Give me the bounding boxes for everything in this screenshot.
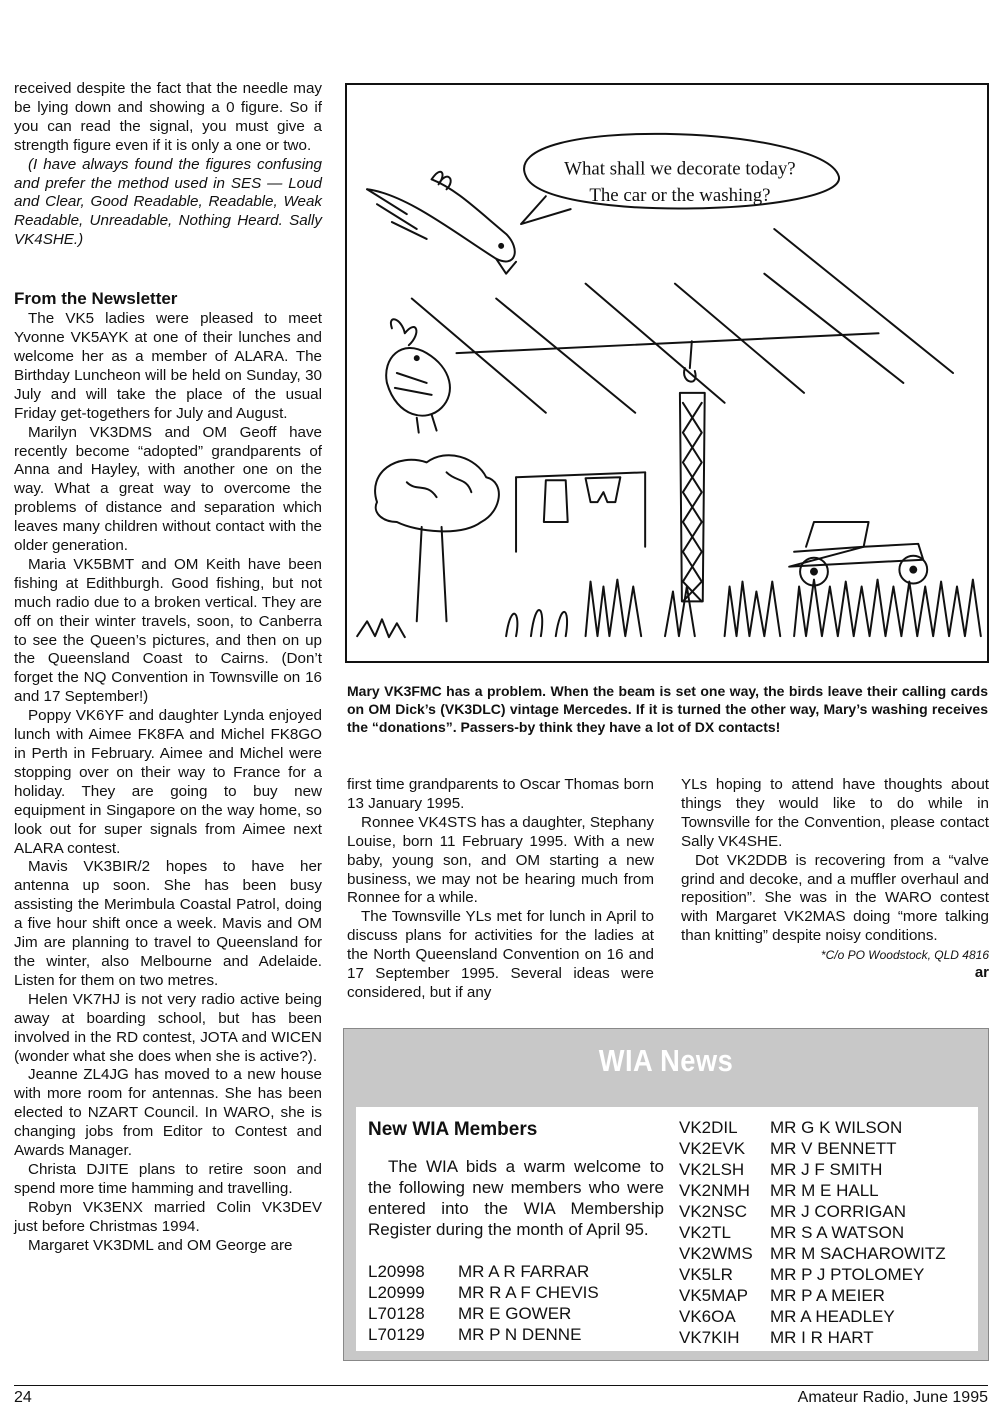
member-name: MR S A WATSON [770, 1223, 905, 1242]
newsletter-paragraph: Ronnee VK4STS has a daughter, Stephany Louise, born 11 February 1995. With a new baby, young son, and OM starting a new business, we may not be hearing much from Ronnee for a while. [347, 813, 654, 907]
newsletter-paragraph: Margaret VK3DML and OM George are [28, 1236, 293, 1254]
middle-column [347, 776, 654, 1003]
newsletter-paragraph: Robyn VK3ENX married Colin VK3DEV just before Christmas 1994. [14, 1198, 322, 1235]
member-call: VK2NSC [679, 1202, 748, 1221]
member-row [679, 1222, 974, 1243]
newsletter-paragraph: The Townsville YLs met for lunch in April to discuss plans for activities for the ladies at the North Queensland Convention on 16 and 17 September 1995. Several ideas were considered, but if any [347, 908, 654, 1001]
newsletter-paragraph: Mavis VK3BIR/2 hopes to have her antenna up soon. She has been busy assisting the Merimbula Coastal Patrol, doing a five hour shift once a week. Mavis and OM Jim are planning to travel to Queensland for the winter, also Melbourne and Adelaide. Listen for them on two metres. [14, 858, 322, 989]
members-list-right [679, 1117, 974, 1348]
member-name: MR P A MEIER [770, 1286, 885, 1305]
clothesline-icon [516, 472, 645, 551]
member-row [368, 1324, 668, 1345]
cartoon-illustration [345, 83, 989, 663]
speech-line-2: The car or the washing? [589, 185, 771, 207]
member-call: VK7KIH [679, 1328, 740, 1347]
end-mark: ar [974, 964, 989, 982]
member-name: MR R A F CHEVIS [458, 1283, 599, 1302]
member-call: VK2DIL [679, 1118, 738, 1137]
member-call: L20998 [368, 1262, 425, 1281]
speech-line-1: What shall we decorate today? [564, 158, 796, 180]
continued-paragraph: first time grandparents to Oscar Thomas born 13 January 1995. [347, 776, 654, 812]
intro-paragraph: received despite the fact that the needle may be lying down and showing a 0 figure. So if you can read the signal, you must give a strength figure even if it is only a one or two. [14, 80, 322, 154]
member-name: MR P J PTOLOMEY [770, 1265, 925, 1284]
footer-divider [14, 1385, 988, 1386]
right-column [681, 776, 989, 982]
newsletter-paragraph: Christa DJITE plans to retire soon and spend more time hamming and travelling. [14, 1160, 322, 1197]
vintage-car-icon [789, 522, 927, 586]
member-row [679, 1264, 974, 1285]
beam-antenna-icon [456, 333, 878, 601]
speech-bubble [521, 134, 839, 224]
member-call: VK2WMS [679, 1244, 753, 1263]
member-row [679, 1201, 974, 1222]
newsletter-paragraph: Dot VK2DDB is recovering from a “valve grind and decoke, and a muffler overhaul and reposition”. She was in the WARO contest with Margaret VK2MAS doing “more talking than knitting” despite noisy conditions. [681, 851, 989, 945]
continued-paragraph: YLs hoping to attend have thoughts about things they would like to do while in Townsville for the Convention, please contact Sally VK4SHE. [681, 776, 989, 850]
newsletter-paragraph: Jeanne ZL4JG has moved to a new house with more room for antennas. She has been elected to NZART Council. In WARO, she is changing jobs from Editor to Contest and Awards Manager. [14, 1066, 322, 1160]
member-row [679, 1180, 974, 1201]
wia-news-title: WIA News [598, 1043, 734, 1078]
member-call: VK2EVK [679, 1139, 746, 1158]
member-call: VK2TL [679, 1223, 731, 1242]
welcome-text: The WIA bids a warm welcome to the following new members who were entered into the WIA Membership Register during the month of April 95. [368, 1157, 664, 1239]
member-name: MR E GOWER [458, 1304, 572, 1323]
member-name: MR I R HART [770, 1328, 874, 1347]
member-name: MR G K WILSON [770, 1118, 903, 1137]
newsletter-paragraph: Maria VK5BMT and OM Keith have been fishing at Edithburgh. Good fishing, but not much radio due to a broken vertical. They are off on their winter travels, soon, to Canberra to see the Queen’s pictures, and then on up the Queensland Coast to Cairns. (Don’t forget the NQ Convention in Townsville on 16 and 17 September!) [14, 555, 322, 706]
member-row [368, 1303, 668, 1324]
member-name: MR V BENNETT [770, 1139, 897, 1158]
member-call: VK5LR [679, 1265, 733, 1284]
member-call: VK6OA [679, 1307, 736, 1326]
editor-note: (I have always found the figures confusing and prefer the method used in SES — Loud and Clear, Good Readable, Readable, Weak Readable, Unreadable, Nothing Heard. Sally VK4SHE.) [14, 155, 322, 249]
member-row [679, 1285, 974, 1306]
member-row [679, 1117, 974, 1138]
tree-icon [375, 455, 499, 621]
member-row [679, 1138, 974, 1159]
newsletter-paragraph: The VK5 ladies were pleased to meet Yvonne VK5AYK at one of their lunches and welcome her as a member of ALARA. The Birthday Luncheon will be held on Sunday, 30 July and will take the place of the usual Friday get-togethers for July and August. [14, 310, 322, 422]
member-row [679, 1306, 974, 1327]
perched-bird-icon [386, 319, 450, 432]
newsletter-paragraph: Helen VK7HJ is not very radio active being away at boarding school, but has been involved in the RD contest, JOTA and WICEN (wonder what she does when she is active?). [14, 990, 322, 1065]
member-call: L70129 [368, 1325, 425, 1344]
new-members-panel [356, 1107, 978, 1351]
member-call: VK2NMH [679, 1181, 750, 1200]
member-call: L20999 [368, 1283, 425, 1302]
flying-bird-icon [367, 172, 516, 274]
author-address: *C/o PO Woodstock, QLD 4816 [820, 948, 989, 963]
member-call: VK2LSH [679, 1160, 745, 1179]
member-call: VK5MAP [679, 1286, 748, 1305]
publication-name: Amateur Radio, June 1995 [797, 1389, 988, 1406]
grass-icon [357, 580, 981, 638]
newsletter-heading: From the Newsletter [14, 289, 178, 309]
members-list-left [368, 1261, 668, 1345]
newsletter-paragraph: Poppy VK6YF and daughter Lynda enjoyed lunch with Aimee FK8FA and Michel FK8GO in Perth in February. Aimee and Michel were stopping over on their way to France for a holiday. They are going to buy new equipment in Singapore on the way home, so look out for super signals from Aimee next ALARA contest. [14, 707, 322, 857]
member-name: MR M SACHAROWITZ [770, 1244, 946, 1263]
member-name: MR J CORRIGAN [770, 1202, 906, 1221]
member-name: MR M E HALL [770, 1181, 879, 1200]
member-name: MR P N DENNE [458, 1325, 582, 1344]
member-row [679, 1243, 974, 1264]
member-name: MR A R FARRAR [458, 1262, 590, 1281]
page-number: 24 [14, 1389, 32, 1406]
newsletter-paragraph: Marilyn VK3DMS and OM Geoff have recently become “adopted” grandparents of Anna and Hayley, with another one on the way. What a great way to overcome the problems of distance and separation which leaves many children without contact with the older generation. [14, 423, 322, 555]
left-column [14, 80, 322, 1255]
member-row [368, 1282, 668, 1303]
member-name: MR A HEADLEY [770, 1307, 895, 1326]
cartoon-caption: Mary VK3FMC has a problem. When the beam is set one way, the birds leave their calling cards on OM Dick’s (VK3DLC) vintage Mercedes. If it is turned the other way, Mary’s washing receives the “donations”. Passers-by think they have a lot of DX contacts! [347, 683, 988, 736]
member-row [368, 1261, 668, 1282]
member-call: L70128 [368, 1304, 425, 1323]
member-row [679, 1327, 974, 1348]
member-name: MR J F SMITH [770, 1160, 883, 1179]
wia-news-box [343, 1028, 989, 1361]
member-row [679, 1159, 974, 1180]
new-members-heading: New WIA Members [368, 1119, 538, 1140]
